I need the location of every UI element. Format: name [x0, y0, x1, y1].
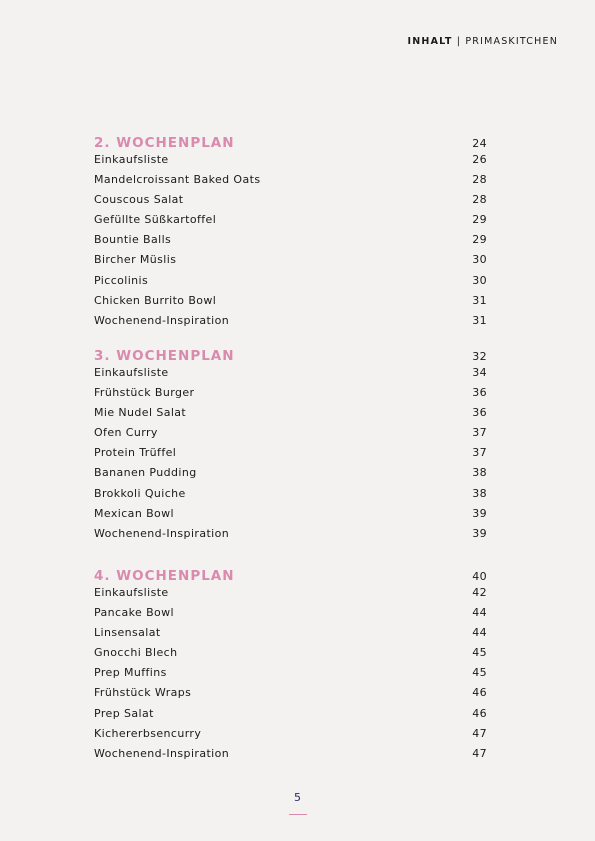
- entry-page: 30: [472, 253, 487, 267]
- toc-entry[interactable]: [94, 606, 487, 626]
- header-separator: |: [456, 36, 462, 47]
- entry-page: 45: [472, 646, 487, 660]
- toc-entry[interactable]: [94, 386, 487, 406]
- entry-page: 42: [472, 586, 487, 599]
- section-title: 2. WOCHENPLAN: [94, 135, 235, 151]
- entry-page: 44: [472, 606, 487, 620]
- entry-label: Bircher Müslis: [94, 253, 177, 267]
- page-number-underline: [289, 814, 307, 815]
- entry-label: Gnocchi Blech: [94, 646, 178, 660]
- entry-label: Bananen Pudding: [94, 466, 197, 480]
- entry-label: Linsensalat: [94, 626, 161, 640]
- entry-label: Mie Nudel Salat: [94, 406, 187, 420]
- section-page: 24: [472, 137, 487, 150]
- entry-label: Prep Salat: [94, 706, 154, 720]
- entry-page: 36: [472, 406, 487, 420]
- section-heading[interactable]: [94, 348, 487, 366]
- entry-label: Frühstück Burger: [94, 386, 195, 400]
- entry-label: Piccolinis: [94, 273, 149, 287]
- section-page: 32: [472, 350, 487, 363]
- toc-entry[interactable]: [94, 446, 487, 466]
- entry-page: 26: [472, 153, 487, 166]
- section-heading[interactable]: [94, 568, 487, 586]
- toc-section-4: [94, 568, 487, 767]
- entry-label: Wochenend-Inspiration: [94, 313, 230, 327]
- toc-entry[interactable]: [94, 586, 487, 606]
- header-section: INHALT: [407, 36, 453, 47]
- toc-entry[interactable]: [94, 727, 487, 747]
- entry-page: 29: [472, 233, 487, 247]
- section-heading[interactable]: [94, 135, 487, 153]
- entry-page: 47: [472, 726, 487, 740]
- toc-entry[interactable]: [94, 314, 487, 334]
- toc-section-3: [94, 348, 487, 547]
- toc-entry[interactable]: [94, 626, 487, 646]
- entry-label: Wochenend-Inspiration: [94, 526, 230, 540]
- entry-label: Mexican Bowl: [94, 506, 175, 520]
- toc-entry[interactable]: [94, 274, 487, 294]
- entry-label: Mandelcroissant Baked Oats: [94, 173, 261, 187]
- entry-page: 46: [472, 706, 487, 720]
- toc-entry[interactable]: [94, 646, 487, 666]
- toc-entry[interactable]: [94, 193, 487, 213]
- entry-page: 28: [472, 173, 487, 187]
- entry-page: 34: [472, 366, 487, 379]
- toc-entry[interactable]: [94, 686, 487, 706]
- entry-page: 29: [472, 213, 487, 227]
- toc-entry[interactable]: [94, 507, 487, 527]
- entry-page: 31: [472, 313, 487, 327]
- toc-entry[interactable]: [94, 666, 487, 686]
- toc-entry[interactable]: [94, 426, 487, 446]
- entry-page: 39: [472, 506, 487, 520]
- entry-label: Prep Muffins: [94, 666, 167, 680]
- toc-entry[interactable]: [94, 213, 487, 233]
- entry-label: Bountie Balls: [94, 233, 172, 247]
- entry-page: 38: [472, 466, 487, 480]
- entry-label: Frühstück Wraps: [94, 686, 192, 700]
- entry-page: 38: [472, 486, 487, 500]
- entry-page: 45: [472, 666, 487, 680]
- entry-page: 47: [472, 746, 487, 760]
- toc-entry[interactable]: [94, 294, 487, 314]
- header-brand: PRIMASKITCHEN: [465, 36, 558, 47]
- page-number: 5: [294, 791, 301, 804]
- entry-page: 28: [472, 193, 487, 207]
- toc-entry[interactable]: [94, 487, 487, 507]
- entry-label: Einkaufsliste: [94, 366, 169, 379]
- entry-page: 37: [472, 426, 487, 440]
- section-title: 4. WOCHENPLAN: [94, 568, 235, 584]
- entry-page: 37: [472, 446, 487, 460]
- entry-label: Pancake Bowl: [94, 606, 175, 620]
- entry-label: Kichererbsencurry: [94, 726, 202, 740]
- entry-label: Protein Trüffel: [94, 446, 177, 460]
- entry-page: 36: [472, 386, 487, 400]
- toc-entry[interactable]: [94, 707, 487, 727]
- entry-label: Couscous Salat: [94, 193, 184, 207]
- running-header: [408, 36, 558, 47]
- section-title: 3. WOCHENPLAN: [94, 348, 235, 364]
- entry-page: 44: [472, 626, 487, 640]
- toc-entry[interactable]: [94, 527, 487, 547]
- section-page: 40: [472, 570, 487, 583]
- entry-page: 30: [472, 273, 487, 287]
- toc-section-2: [94, 135, 487, 334]
- toc-entry[interactable]: [94, 366, 487, 386]
- entry-page: 46: [472, 686, 487, 700]
- toc-entry[interactable]: [94, 173, 487, 193]
- entry-label: Einkaufsliste: [94, 153, 169, 166]
- entry-label: Ofen Curry: [94, 426, 158, 440]
- entry-page: 39: [472, 526, 487, 540]
- toc-entry[interactable]: [94, 406, 487, 426]
- entry-label: Brokkoli Quiche: [94, 486, 186, 500]
- entry-label: Gefüllte Süßkartoffel: [94, 213, 217, 227]
- entry-label: Chicken Burrito Bowl: [94, 293, 217, 307]
- toc-entry[interactable]: [94, 747, 487, 767]
- toc-entry[interactable]: [94, 466, 487, 486]
- toc-entry[interactable]: [94, 253, 487, 273]
- entry-page: 31: [472, 293, 487, 307]
- entry-label: Einkaufsliste: [94, 586, 169, 599]
- toc-entry[interactable]: [94, 233, 487, 253]
- entry-label: Wochenend-Inspiration: [94, 746, 230, 760]
- toc-entry[interactable]: [94, 153, 487, 173]
